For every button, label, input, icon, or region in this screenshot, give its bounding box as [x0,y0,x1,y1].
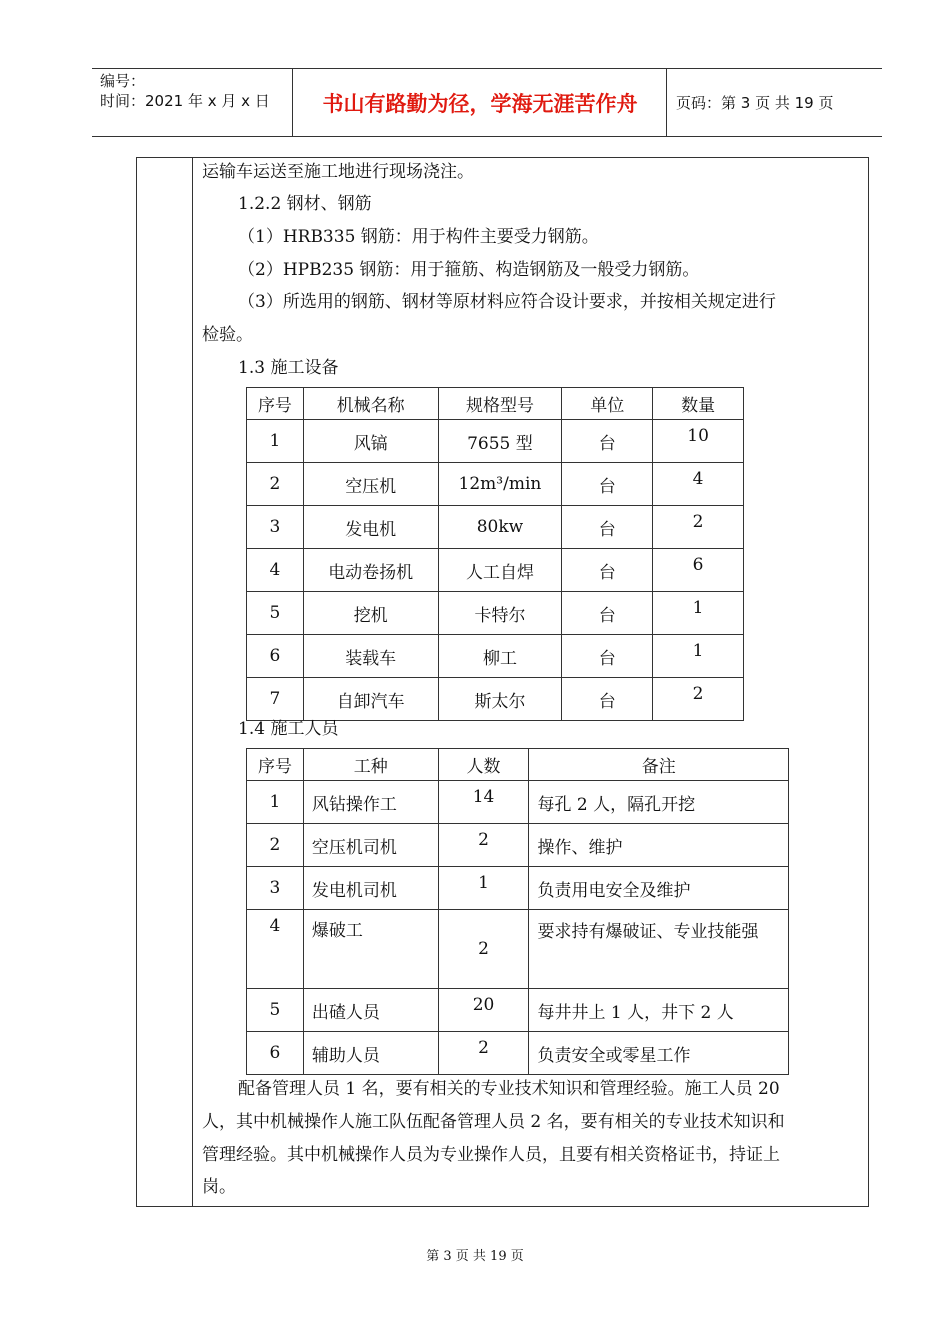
table-cell: 4 [247,910,304,989]
table-cell: 2 [247,463,304,506]
table-cell: 2 [247,824,304,867]
table-cell: 斯太尔 [438,678,562,721]
table-cell: 空压机司机 [303,824,438,867]
table-row [247,420,744,463]
header-page-info: 页码：第 3 页 共 19 页 [676,94,834,112]
equipment-table [246,387,744,721]
table-cell: 装载车 [303,635,438,678]
table-cell: 3 [247,506,304,549]
list-item: （3）所选用的钢筋、钢材等原材料应符合设计要求，并按相关规定进行 [238,292,776,312]
table-cell: 电动卷扬机 [303,549,438,592]
column-header: 规格型号 [438,388,562,420]
paragraph-line: 岗。 [202,1177,236,1197]
table-cell: 台 [562,420,653,463]
list-item: （1）HRB335 钢筋：用于构件主要受力钢筋。 [238,227,599,247]
table-cell: 台 [562,549,653,592]
table-cell: 7655 型 [438,420,562,463]
column-header: 序号 [247,749,304,781]
table-cell: 2 [653,678,744,721]
paragraph-line: 管理经验。其中机械操作人员为专业操作人员，且要有相关资格证书，持证上 [202,1145,780,1165]
table-cell: 台 [562,635,653,678]
table-row [247,1032,789,1075]
table-cell: 台 [562,463,653,506]
table-row [247,867,789,910]
table-cell: 柳工 [438,635,562,678]
table-cell: 14 [438,781,529,824]
table-cell: 每孔 2 人，隔孔开挖 [529,781,789,824]
document-date-label: 时间：2021 年 x 月 x 日 [100,92,270,110]
table-cell: 每井井上 1 人，井下 2 人 [529,989,789,1032]
table-row [247,592,744,635]
table-cell: 台 [562,506,653,549]
table-row [247,824,789,867]
table-cell: 2 [653,506,744,549]
column-header: 序号 [247,388,304,420]
table-cell: 出碴人员 [303,989,438,1032]
table-cell: 5 [247,592,304,635]
table-cell: 20 [438,989,529,1032]
table-cell: 1 [438,867,529,910]
table-cell: 空压机 [303,463,438,506]
header-divider [666,69,667,136]
table-cell: 12m³/min [438,463,562,506]
table-cell: 6 [247,1032,304,1075]
page-header [92,68,882,137]
table-cell: 6 [247,635,304,678]
column-header: 工种 [303,749,438,781]
table-cell: 台 [562,592,653,635]
table-cell: 人工自焊 [438,549,562,592]
column-header: 人数 [438,749,529,781]
header-motto: 书山有路勤为径，学海无涯苦作舟 [322,91,638,116]
table-row [247,989,789,1032]
table-header-row [247,749,789,781]
table-cell: 1 [653,635,744,678]
table-cell: 负责安全或零星工作 [529,1032,789,1075]
column-header: 机械名称 [303,388,438,420]
frame-left-column [192,158,193,1206]
paragraph-line: 配备管理人员 1 名，要有相关的专业技术知识和管理经验。施工人员 20 [238,1079,780,1099]
table-cell: 10 [653,420,744,463]
table-cell: 发电机司机 [303,867,438,910]
page-footer: 第 3 页 共 19 页 [426,1249,524,1264]
section-heading-1-4: 1.4 施工人员 [238,719,339,739]
table-row [247,910,789,989]
table-cell: 风钻操作工 [303,781,438,824]
table-cell: 4 [247,549,304,592]
table-cell: 1 [247,781,304,824]
table-cell: 要求持有爆破证、专业技能强 [529,910,789,989]
table-cell: 辅助人员 [303,1032,438,1075]
document-number-label: 编号： [100,72,146,90]
table-cell: 80kw [438,506,562,549]
table-cell: 发电机 [303,506,438,549]
column-header: 备注 [529,749,789,781]
table-cell: 2 [438,824,529,867]
table-row [247,463,744,506]
table-cell: 台 [562,678,653,721]
table-cell: 爆破工 [303,910,438,989]
table-header-row [247,388,744,420]
table-row [247,506,744,549]
header-divider [292,69,293,136]
table-cell: 6 [653,549,744,592]
section-heading-1-3: 1.3 施工设备 [238,358,339,378]
table-cell: 3 [247,867,304,910]
section-heading-1-2-2: 1.2.2 钢材、钢筋 [238,194,372,214]
column-header: 单位 [562,388,653,420]
list-item: （2）HPB235 钢筋：用于箍筋、构造钢筋及一般受力钢筋。 [238,260,700,280]
table-cell: 2 [438,910,529,989]
table-cell: 自卸汽车 [303,678,438,721]
table-row [247,549,744,592]
table-cell: 4 [653,463,744,506]
table-cell: 卡特尔 [438,592,562,635]
table-cell: 操作、维护 [529,824,789,867]
table-cell: 7 [247,678,304,721]
table-cell: 1 [653,592,744,635]
table-row [247,635,744,678]
table-row [247,781,789,824]
column-header: 数量 [653,388,744,420]
table-cell: 负责用电安全及维护 [529,867,789,910]
table-cell: 挖机 [303,592,438,635]
table-cell: 2 [438,1032,529,1075]
list-item-continuation: 检验。 [202,325,253,345]
table-cell: 5 [247,989,304,1032]
paragraph-line: 人，其中机械操作人施工队伍配备管理人员 2 名，要有相关的专业技术知识和 [202,1112,785,1132]
table-cell: 1 [247,420,304,463]
header-meta [100,71,270,111]
table-cell: 风镐 [303,420,438,463]
body-line: 运输车运送至施工地进行现场浇注。 [202,162,474,182]
personnel-table [246,748,789,1075]
